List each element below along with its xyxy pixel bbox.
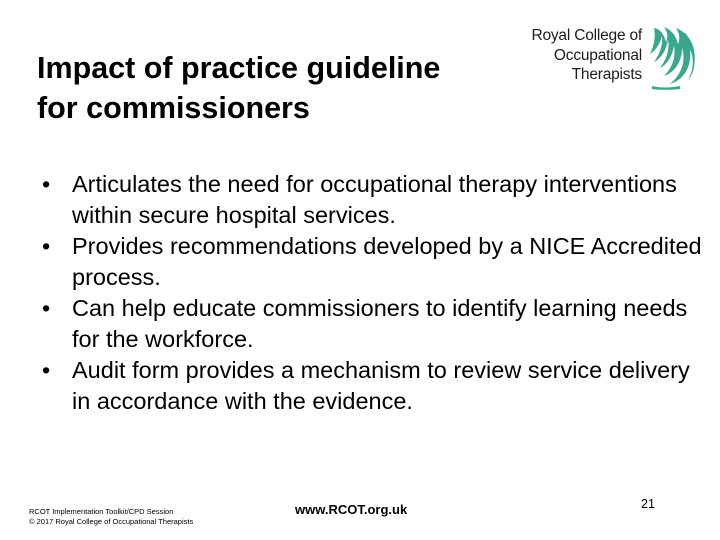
footer-website: www.RCOT.org.uk [295,502,408,517]
bullet-item [42,355,702,417]
slide-title [37,48,537,128]
bullet-list [42,169,702,417]
logo-line-3: Therapists [571,66,642,83]
bullet-glyph: • [42,295,51,321]
bullet-item [42,231,702,293]
bullet-text: Articulates the need for occupational therapy interventions within secure hospital services. [72,171,677,228]
crest-icon [646,26,696,90]
footer-credit-line-1: RCOT Implementation Toolkit/CPD Session [29,507,174,516]
bullet-glyph: • [42,171,51,197]
bullet-glyph: • [42,233,51,259]
slide-title-line-1: Impact of practice guideline [37,51,441,85]
bullet-glyph: • [42,357,51,383]
bullet-text: Provides recommendations developed by a NICE Accredited process. [72,233,702,290]
rcot-logo [524,26,696,94]
logo-line-1: Royal College of [531,27,642,44]
footer-credit-line-2: © 2017 Royal College of Occupational Therapists [29,517,194,526]
logo-line-2: Occupational [553,46,642,64]
slide-title-line-2: for commissioners [37,91,310,125]
bullet-item [42,169,702,231]
bullet-item [42,293,702,355]
bullet-text: Can help educate commissioners to identify learning needs for the workforce. [72,295,688,352]
page-number: 21 [641,497,655,511]
bullet-text: Audit form provides a mechanism to review service delivery in accordance with the evidence. [72,357,690,414]
footer-credits [29,507,193,527]
logo-wordmark [531,26,642,85]
